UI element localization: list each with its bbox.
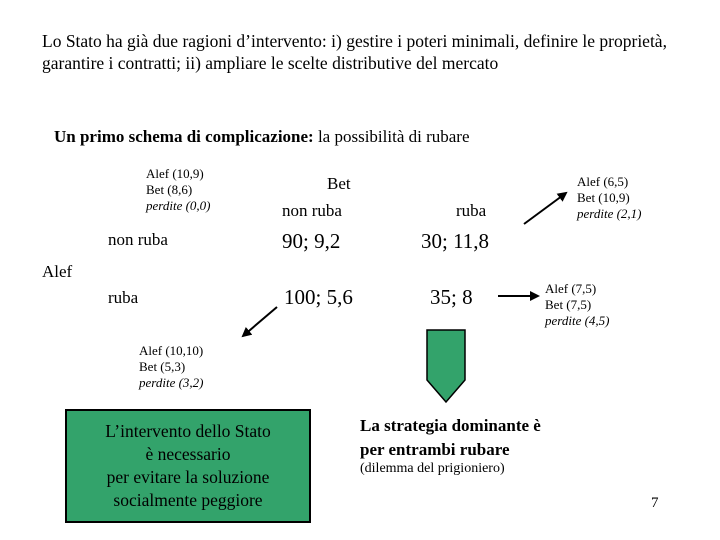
arrow-down-left-icon bbox=[243, 307, 277, 336]
bet-player-label: Bet bbox=[327, 174, 351, 193]
payoff-nonruba-nonruba: 90; 9,2 bbox=[282, 229, 341, 253]
bet-non-ruba-label: non ruba bbox=[282, 201, 342, 220]
annotation-perdite: perdite (2,1) bbox=[577, 206, 642, 221]
bet-ruba-label: ruba bbox=[456, 201, 487, 220]
schema-title-bold: Un primo schema di complicazione: bbox=[54, 127, 314, 146]
payoff-ruba-nonruba: 100; 5,6 bbox=[284, 285, 353, 309]
annotation-alef: Alef (10,10) bbox=[139, 343, 204, 358]
dilemma-text: (dilemma del prigioniero) bbox=[360, 461, 505, 476]
annotation-bet: Bet (7,5) bbox=[545, 297, 592, 312]
annotation-perdite: perdite (4,5) bbox=[545, 313, 610, 328]
payoff-nonruba-ruba: 30; 11,8 bbox=[421, 229, 490, 253]
annotation-perdite: perdite (3,2) bbox=[139, 375, 204, 390]
alef-ruba-label: ruba bbox=[108, 288, 139, 307]
annotation-alef: Alef (10,9) bbox=[146, 166, 204, 181]
alef-player-label: Alef bbox=[42, 262, 73, 281]
annotation-bet: Bet (5,3) bbox=[139, 359, 186, 374]
annotation-bet: Bet (10,9) bbox=[577, 190, 630, 205]
arrow-up-right-icon bbox=[524, 193, 566, 224]
state-intervention-box bbox=[65, 409, 311, 523]
state-intervention-text: L’intervento dello Stato è necessario per evitare la soluzione socialmente peggiore bbox=[105, 421, 271, 510]
dominant-strategy-text: La strategia dominante è per entrambi rubare bbox=[360, 416, 541, 459]
alef-non-ruba-label: non ruba bbox=[108, 230, 168, 249]
annotation-perdite: perdite (0,0) bbox=[146, 198, 211, 213]
payoff-ruba-ruba: 35; 8 bbox=[430, 285, 473, 309]
down-arrow-shape bbox=[427, 330, 465, 402]
annotation-alef: Alef (7,5) bbox=[545, 281, 597, 296]
annotation-alef: Alef (6,5) bbox=[577, 174, 629, 189]
annotation-bet: Bet (8,6) bbox=[146, 182, 193, 197]
page-number: 7 bbox=[651, 495, 659, 511]
intro-text: Lo Stato ha già due ragioni d’intervento: i) gestire i poteri minimali, definire le proprietà, garantire i contratti; ii) ampliare le scelte distributive del mercato bbox=[42, 31, 667, 73]
schema-title-rest: la possibilità di rubare bbox=[313, 127, 470, 146]
